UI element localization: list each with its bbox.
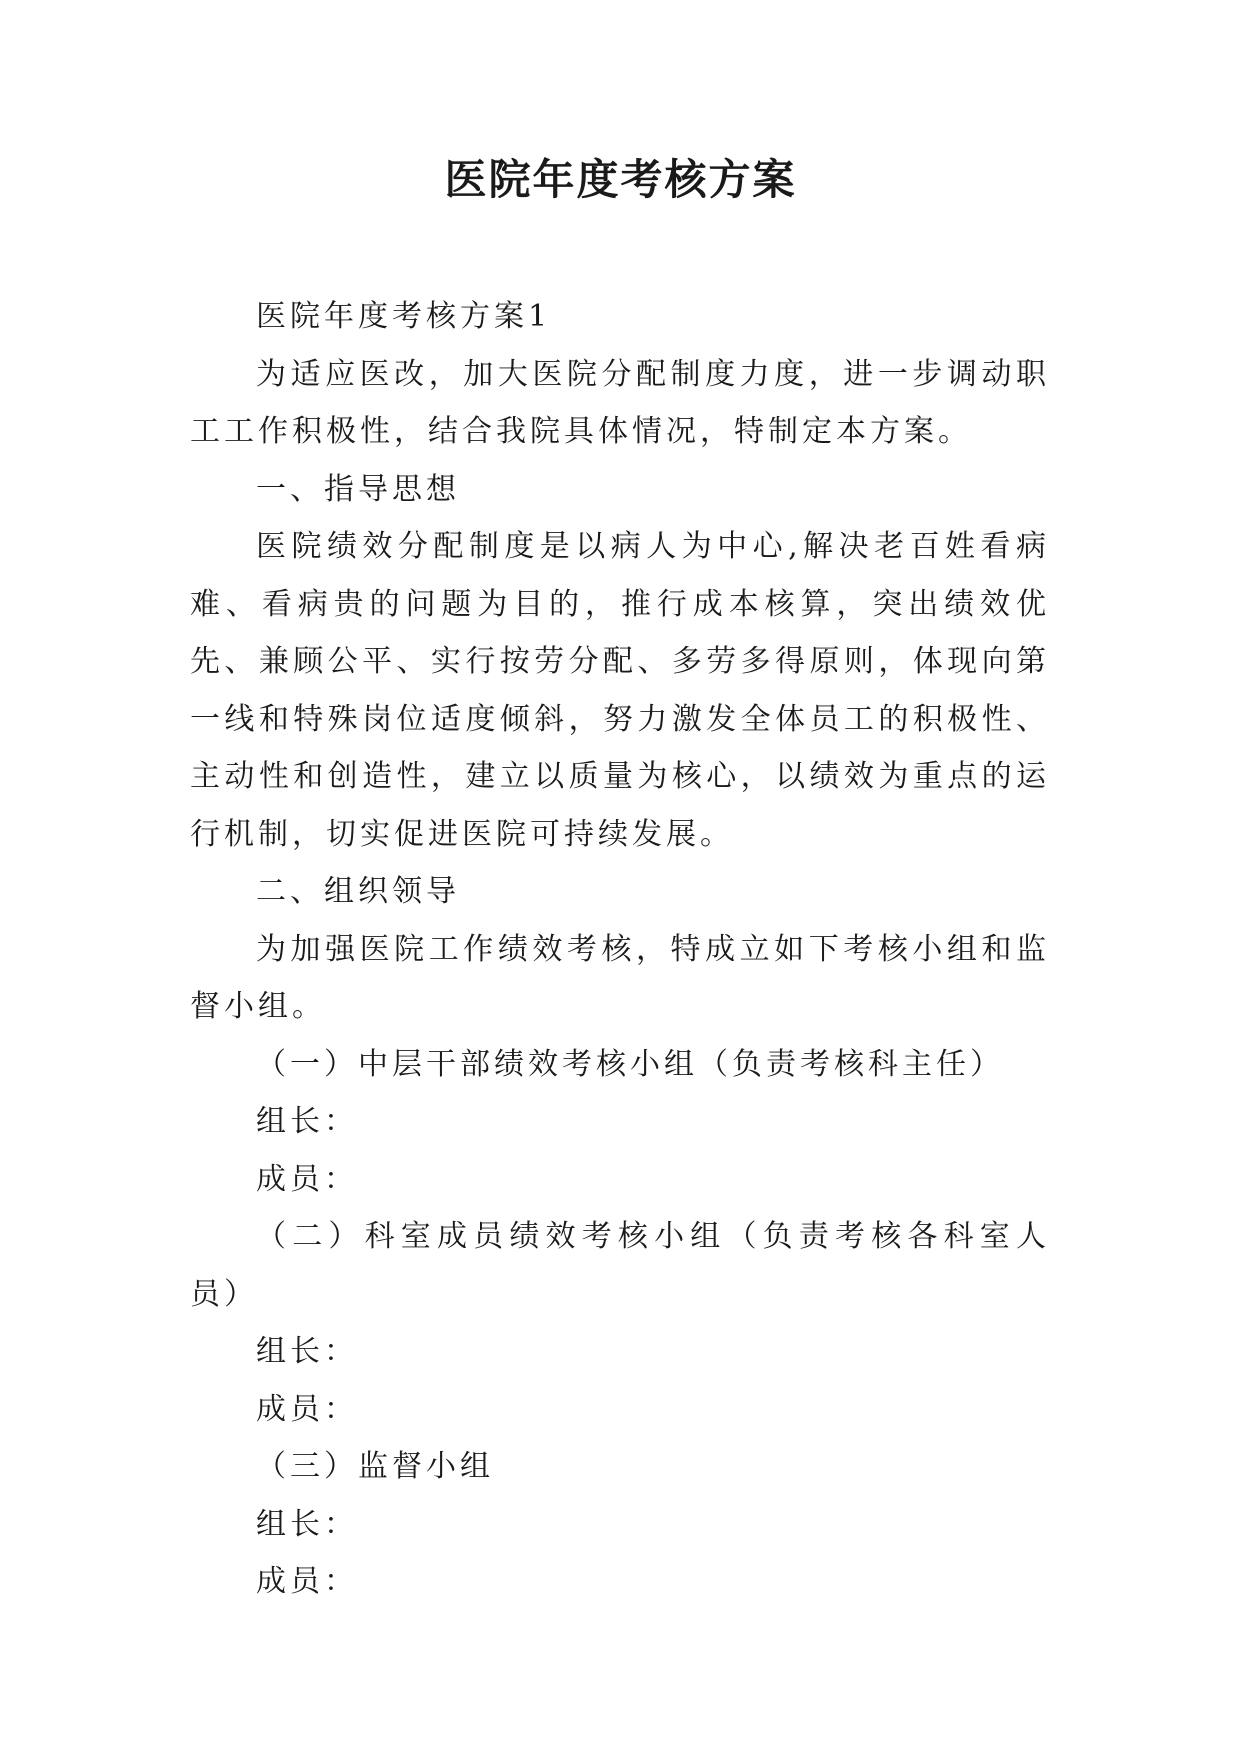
subsection-heading: （一）中层干部绩效考核小组（负责考核科主任） [256,1046,1004,1082]
section-heading: 二、组织领导 [256,874,460,909]
section-heading: 医院年度考核方案1 [256,299,552,334]
group-members-line: 成员： [256,1391,358,1427]
subsection-heading: （二）科室成员绩效考核小组（负责考核各科室人员） [190,1219,1050,1312]
body-paragraph: 为加强医院工作绩效考核，特成立如下考核小组和监督小组。 [190,931,1050,1024]
group-leader-line: 组长： [256,1104,358,1139]
document-title: 医院年度考核方案 [444,155,797,204]
group-leader-line: 组长： [256,1506,358,1542]
subsection-heading: （三）监督小组 [256,1449,494,1484]
body-paragraph: 医院绩效分配制度是以病人为中心,解决老百姓看病难、看病贵的问题为目的，推行成本核算，突出绩效优先、兼顾公平、实行按劳分配、多劳多得原则，体现向第一线和特殊岗位适度倾斜，努力激发全体员工的积极性、主动性和创造性，建立以质量为核心，以绩效为重点的运行机制，切实促进医院可持续发展。 [190,529,1050,852]
group-members-line: 成员： [256,1161,358,1197]
document-body [190,288,1050,1611]
body-paragraph: 为适应医改，加大医院分配制度力度，进一步调动职工工作积极性，结合我院具体情况，特制定本方案。 [190,356,1050,449]
group-leader-line: 组长： [256,1334,358,1369]
group-members-line: 成员： [256,1564,358,1599]
section-heading: 一、指导思想 [256,471,460,507]
